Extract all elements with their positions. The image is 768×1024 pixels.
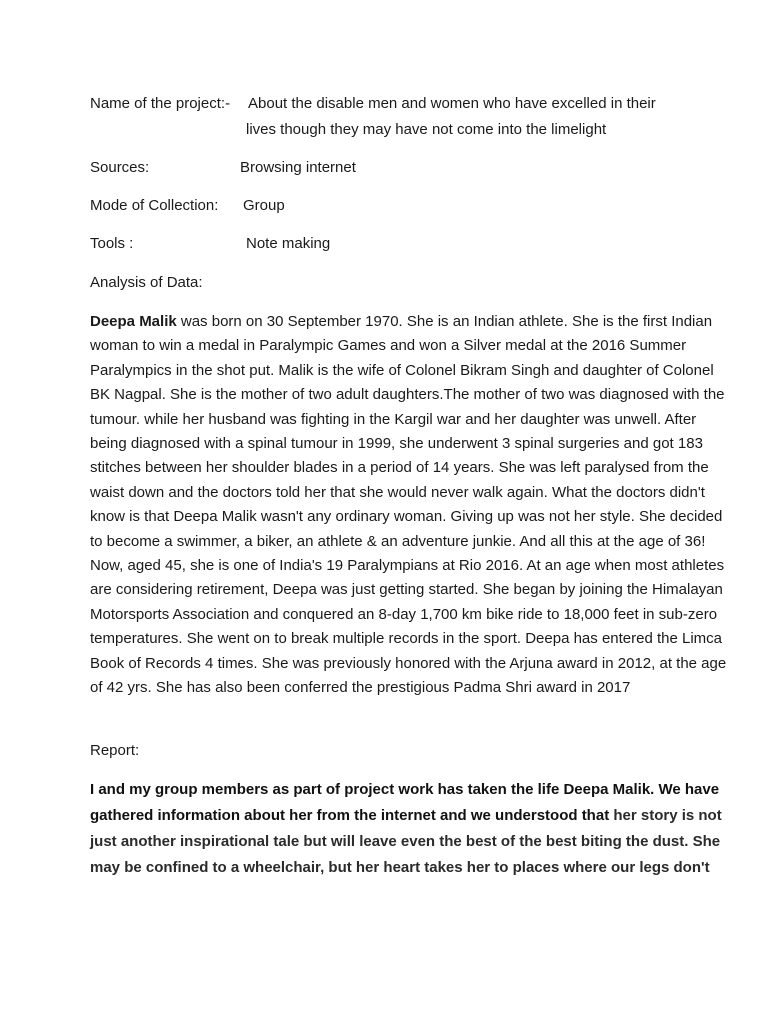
analysis-paragraph [90, 310, 735, 701]
analysis-subject-name: Deepa Malik [90, 313, 177, 330]
project-row [90, 94, 230, 114]
sources-row [90, 158, 149, 178]
report-heading: Report: [90, 742, 140, 759]
project-value-line2: lives though they may have not come into the limelight [246, 121, 607, 138]
report-text-part2: her story is not just another inspirational tale but will leave even the best of the best biting the dust. She may be confined to a wheelchair, but her heart takes her to places where our legs don't [90, 807, 722, 876]
sources-label: Sources: [90, 159, 150, 176]
project-label: Name of the project:- [90, 95, 231, 112]
analysis-body-text: was born on 30 September 1970. She is an Indian athlete. She is the first Indian woman to win a medal in Paralympic Games and won a Silver medal at the 2016 Summer Paralympics in the shot put. Malik is the wife of Colonel Bikram Singh and daughter of Colonel BK Nagpal. She is the mother of two adult daughters.The mother of two was diagnosed with the tumour. while her husband was fighting in the Kargil war and her daughter was unwell. After being diagnosed with a spinal tumour in 1999, she underwent 3 spinal surgeries and got 183 stitches between her shoulder blades in a period of 14 years. She was left paralysed from the waist down and the doctors told her that she would never walk again. What the doctors didn't know is that Deepa Malik wasn't any ordinary woman. Giving up was not her style. She decided to become a swimmer, a biker, an athlete & an adventure junkie. And all this at the age of 36! Now, aged 45, she is one of India's 19 Paralympians at Rio 2016. At an age when most athletes are considering retirement, Deepa was just getting started. She began by joining the Himalayan Motorsports Association and conquered an 8-day 1,700 km bike ride to 18,000 feet in sub-zero temperatures. She went on to break multiple records in the sport. Deepa has entered the Limca Book of Records 4 times. She was previously honored with the Arjuna award in 2012, at the age of 42 yrs. She has also been conferred the prestigious Padma Shri award in 2017 [90, 313, 727, 697]
mode-value: Group [243, 197, 285, 214]
analysis-heading: Analysis of Data: [90, 274, 203, 291]
report-paragraph [90, 777, 740, 881]
tools-row [90, 234, 133, 254]
mode-row [90, 196, 218, 216]
tools-label: Tools : [90, 235, 134, 252]
sources-value: Browsing internet [240, 159, 356, 176]
tools-value: Note making [246, 235, 331, 252]
mode-label: Mode of Collection: [90, 197, 219, 214]
project-value-line1: About the disable men and women who have excelled in their [248, 95, 656, 112]
report-text-part1: I and my group members as part of project work has taken the life Deepa Malik. We have gathered information about her from the internet and we understood that [90, 781, 720, 824]
